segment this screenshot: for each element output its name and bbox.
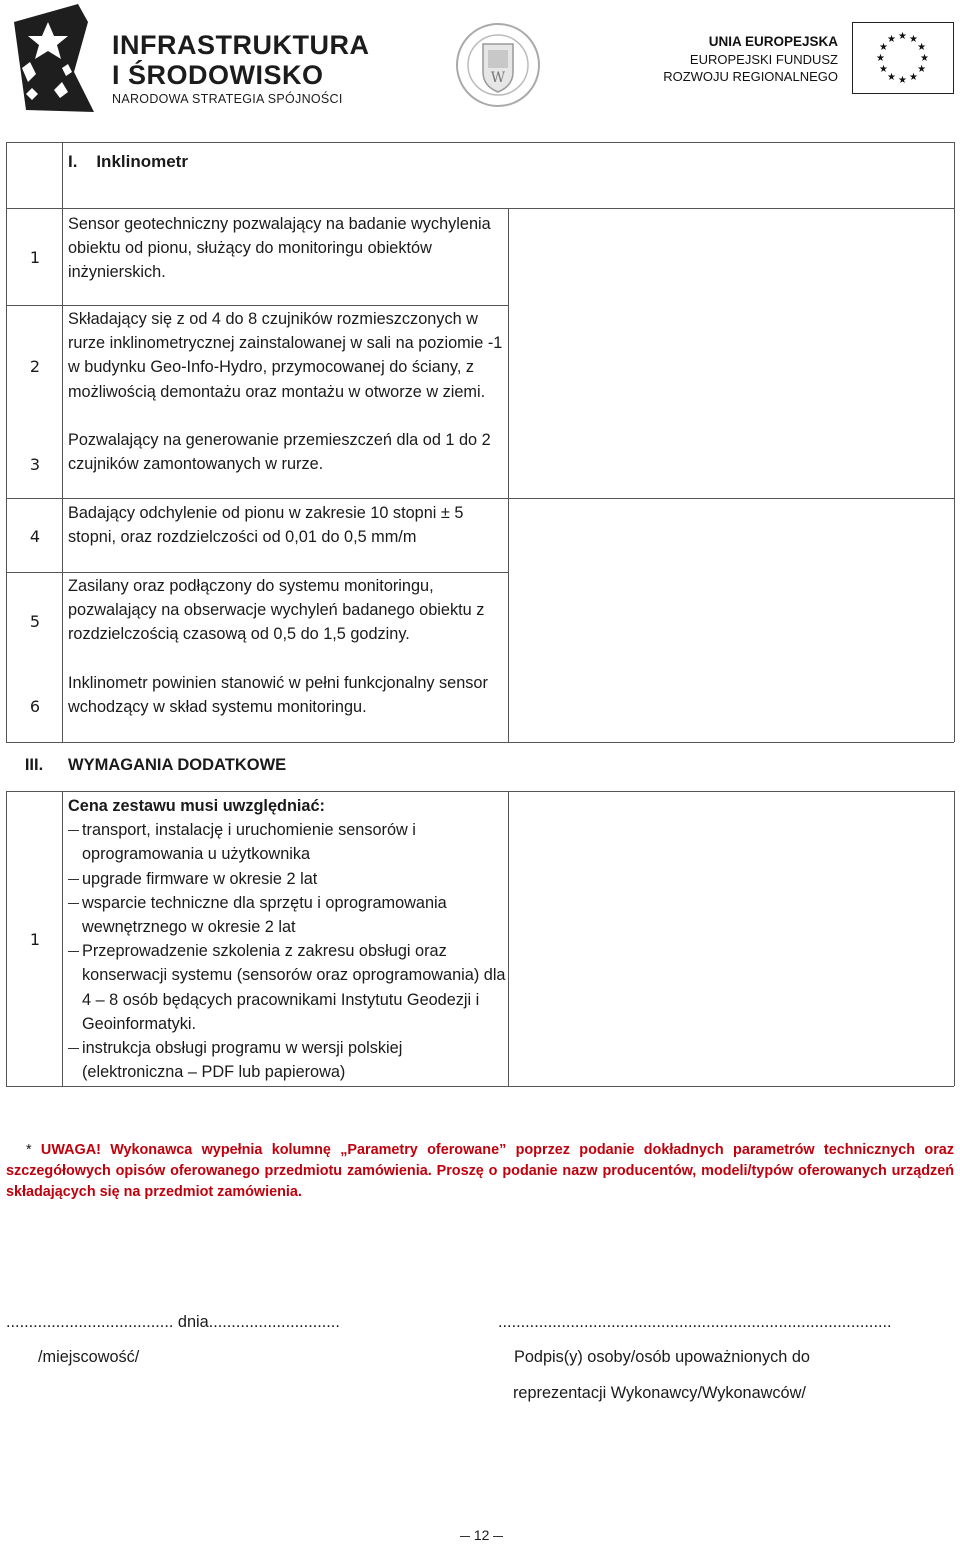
eu-star-icon: ★ [920,53,929,64]
list-item: transport, instalację i uruchomienie sensorów i oprogramowania u użytkownika [68,818,508,866]
signature-label: Podpis(y) osoby/osób upoważnionych do [514,1348,810,1366]
row-text: Pozwalający na generowanie przemieszczeń dla od 1 do 2 czujników zamontowanych w rurze. [68,431,491,474]
section-heading: I. Inklinometr [68,152,188,171]
eu-logo [663,22,956,98]
list-item: wsparcie techniczne dla sprzętu i oprogramowania wewnętrznego w okresie 2 lat [68,891,508,939]
signature-line: ....................................................................................... [498,1313,892,1331]
signature-label-2: reprezentacji Wykonawcy/Wykonawców/ [513,1384,806,1402]
eu-line-2: EUROPEJSKI FUNDUSZ [689,52,838,67]
eu-line-3: ROZWOJU REGIONALNEGO [663,69,838,84]
list-item: upgrade firmware w okresie 2 lat [68,867,508,891]
row-number: 5 [29,612,41,631]
page-number: 12 [460,1527,503,1543]
row-text: Badający odchylenie od pionu w zakresie 10 stopni ± 5 stopni, oraz rozdzielczości od 0,01 do 0,5 mm/m [68,504,464,547]
eu-star-icon: ★ [909,33,918,45]
section-roman: III. [24,756,44,774]
list-item: Przeprowadzenie szkolenia z zakresu obsługi oraz konserwacji systemu (sensorów oraz oprogramowania) dla 4 – 8 osób będących pracownikami Instytutu Geodezji i Geoinformatyki. [68,939,508,1036]
row-text: Składający się z od 4 do 8 czujników rozmieszczonych w rurze inklinometrycznej zainstalowanej w sali na poziomie -1 w budynku Geo-Info-Hydro, przymocowanej do ściany, z możliwością demontażu oraz montażu w otworze w ziemi. [68,310,503,401]
row-text: Sensor geotechniczny pozwalający na badanie wychylenia obiektu od pionu, służący do monitoringu obiektów inżynierskich. [68,215,491,282]
university-seal-icon [455,20,541,110]
eu-star-icon: ★ [898,75,907,86]
eu-star-icon: ★ [887,33,896,45]
requirements-list [68,818,508,1084]
place-date-line: ..................................... dnia............................. [6,1313,340,1331]
eu-star-icon: ★ [876,53,885,64]
flag-logo-icon [8,2,108,114]
eu-star-icon: ★ [887,72,896,84]
eu-star-icon: ★ [878,42,888,53]
eu-flag-icon [852,22,954,94]
logo-line-3: NARODOWA STRATEGIA SPÓJNOŚCI [112,92,343,106]
logo-line-1: INFRASTRUKTURA [112,30,370,60]
row-number: 1 [29,930,41,949]
eu-star-icon: ★ [917,42,927,53]
eu-star-icon: ★ [878,64,888,75]
warning-note [6,1140,954,1203]
row-text: Zasilany oraz podłączony do systemu monitoringu, pozwalający na obserwacje wychyleń badanego obiektu z rozdzielczością czasową od 0,5 do 1,5 godziny. [68,577,485,644]
eu-line-1: UNIA EUROPEJSKA [708,34,838,49]
infrastruktura-logo [8,2,370,114]
row-number: 6 [29,697,41,716]
list-item: instrukcja obsługi programu w wersji polskiej (elektroniczna – PDF lub papierowa) [68,1036,508,1084]
note-star: * [26,1142,41,1158]
row-number: 3 [29,455,41,474]
eu-star-icon: ★ [898,31,907,42]
row-number: 1 [29,248,41,267]
row-number: 4 [29,527,41,546]
svg-text:W: W [490,70,506,86]
note-text: UWAGA! Wykonawca wypełnia kolumnę „Parametry oferowane” poprzez podanie dokładnych parametrów technicznych oraz szczegółowych opisów oferowanego przedmiotu zamówienia. Proszę o podanie nazw producentów, modeli/typów oferowanych urządzeń składających się na przedmiot zamówienia. [6,1142,954,1200]
eu-star-icon: ★ [917,64,927,75]
eu-star-icon: ★ [909,72,918,84]
requirements-intro: Cena zestawu musi uwzględniać: [68,797,325,815]
section-heading: WYMAGANIA DODATKOWE [68,756,287,774]
row-number: 2 [29,357,41,376]
logo-line-2: I ŚRODOWISKO [112,60,324,90]
place-label: /miejscowość/ [38,1348,140,1366]
row-text: Inklinometr powinien stanowić w pełni funkcjonalny sensor wchodzący w skład systemu monitoringu. [68,674,488,717]
